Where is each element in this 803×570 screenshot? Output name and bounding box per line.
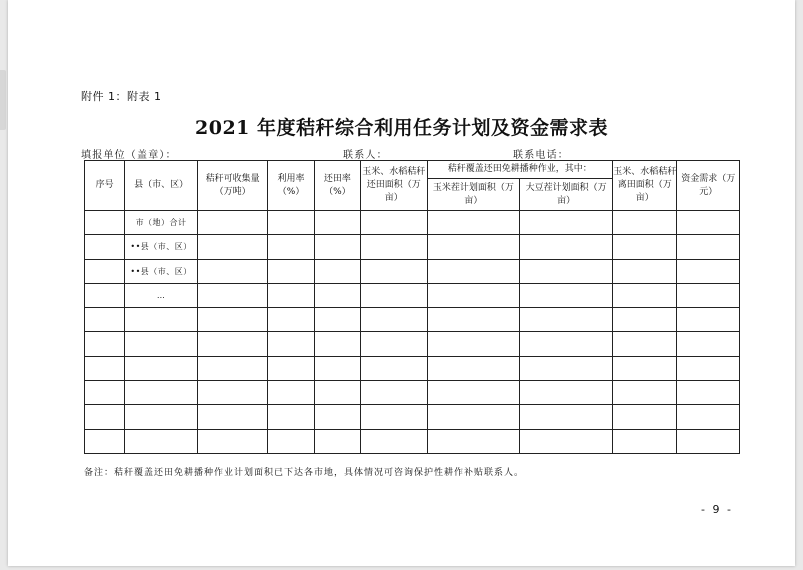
table-cell	[314, 308, 360, 332]
table-cell	[677, 283, 740, 307]
county-cell	[125, 356, 198, 380]
table-cell	[427, 235, 520, 259]
table-cell	[268, 259, 314, 283]
table-cell	[85, 235, 125, 259]
table-cell	[677, 429, 740, 453]
table-row	[85, 235, 740, 259]
footnote: 备注：秸秆覆盖还田免耕播种作业计划面积已下达各市地，具体情况可咨询保护性耕作补贴联系人。	[84, 468, 525, 478]
table-cell	[612, 235, 676, 259]
table-row	[85, 308, 740, 332]
table-cell	[314, 259, 360, 283]
sidebar-tab[interactable]	[0, 70, 6, 130]
table-cell	[612, 259, 676, 283]
table-cell	[361, 211, 428, 235]
table-row	[85, 332, 740, 356]
table-row	[85, 259, 740, 283]
table-cell	[268, 405, 314, 429]
table-cell	[427, 259, 520, 283]
table-cell	[197, 405, 268, 429]
county-cell	[125, 381, 198, 405]
table-cell	[314, 429, 360, 453]
table-row	[85, 356, 740, 380]
table-cell	[677, 235, 740, 259]
header-utilization: 利用率（%）	[268, 161, 314, 211]
table-cell	[197, 356, 268, 380]
table-row	[85, 381, 740, 405]
table-cell	[361, 405, 428, 429]
table-cell	[197, 211, 268, 235]
table-cell	[268, 429, 314, 453]
header-corn-rice-leave: 玉米、水稻秸秆离田面积（万亩）	[612, 161, 676, 211]
table-cell	[314, 332, 360, 356]
header-return-rate: 还田率（%）	[314, 161, 360, 211]
reporting-unit-label: 填报单位（盖章）：	[81, 150, 177, 161]
table-cell	[520, 259, 613, 283]
table-cell	[85, 356, 125, 380]
county-cell: 市（地）合计	[125, 211, 198, 235]
table-cell	[612, 211, 676, 235]
table-cell	[197, 283, 268, 307]
table-cell	[612, 332, 676, 356]
table-cell	[268, 332, 314, 356]
table-cell	[677, 332, 740, 356]
header-row	[85, 161, 740, 179]
plan-table	[84, 160, 740, 454]
header-corn-rice-return: 玉米、水稻秸秆还田面积（万亩）	[361, 161, 428, 211]
header-corn-stubble: 玉米茬计划面积（万亩）	[427, 179, 520, 211]
page-number: - 9 -	[701, 503, 733, 516]
phone-label: 联系电话：	[513, 150, 569, 161]
header-county: 县（市、区）	[125, 161, 198, 211]
table-cell	[314, 356, 360, 380]
table-cell	[361, 429, 428, 453]
table-cell	[197, 235, 268, 259]
table-cell	[85, 381, 125, 405]
table-cell	[197, 259, 268, 283]
table-cell	[612, 381, 676, 405]
header-collectable: 秸秆可收集量（万吨）	[197, 161, 268, 211]
table-body	[85, 211, 740, 454]
table-cell	[520, 211, 613, 235]
table-cell	[268, 356, 314, 380]
table-cell	[197, 332, 268, 356]
table-cell	[427, 332, 520, 356]
header-cover-group: 秸秆覆盖还田免耕播种作业，其中：	[427, 161, 612, 179]
table-cell	[85, 332, 125, 356]
table-cell	[520, 405, 613, 429]
table-row	[85, 405, 740, 429]
table-cell	[361, 332, 428, 356]
county-cell	[125, 405, 198, 429]
table-cell	[197, 308, 268, 332]
table-cell	[314, 405, 360, 429]
table-cell	[520, 235, 613, 259]
table-cell	[612, 429, 676, 453]
table-cell	[520, 308, 613, 332]
table-cell	[314, 381, 360, 405]
table-cell	[85, 405, 125, 429]
table-cell	[427, 356, 520, 380]
table-cell	[314, 235, 360, 259]
table-cell	[268, 283, 314, 307]
table-cell	[520, 381, 613, 405]
county-cell: …	[125, 283, 198, 307]
county-cell	[125, 308, 198, 332]
table-row	[85, 211, 740, 235]
table-cell	[361, 381, 428, 405]
table-cell	[85, 283, 125, 307]
table-cell	[85, 211, 125, 235]
table-cell	[612, 308, 676, 332]
attachment-label: 附件 1：附表 1	[81, 90, 162, 103]
table-cell	[85, 429, 125, 453]
table-cell	[677, 356, 740, 380]
table-cell	[268, 211, 314, 235]
table-cell	[520, 332, 613, 356]
table-row	[85, 429, 740, 453]
table-cell	[612, 405, 676, 429]
table-cell	[677, 308, 740, 332]
table-cell	[612, 283, 676, 307]
table-cell	[677, 259, 740, 283]
table-cell	[268, 235, 314, 259]
table-cell	[361, 308, 428, 332]
table-cell	[520, 429, 613, 453]
table-cell	[268, 381, 314, 405]
county-cell: ••县（市、区）	[125, 259, 198, 283]
table-cell	[268, 308, 314, 332]
county-cell	[125, 332, 198, 356]
header-funds: 资金需求（万元）	[677, 161, 740, 211]
header-soy-stubble: 大豆茬计划面积（万亩）	[520, 179, 613, 211]
table-cell	[520, 356, 613, 380]
county-cell: ••县（市、区）	[125, 235, 198, 259]
document-page	[8, 0, 795, 566]
table-cell	[427, 429, 520, 453]
table-cell	[677, 381, 740, 405]
table-cell	[361, 356, 428, 380]
table-cell	[427, 308, 520, 332]
table-cell	[677, 211, 740, 235]
table-cell	[612, 356, 676, 380]
table-cell	[85, 259, 125, 283]
table-cell	[314, 211, 360, 235]
table-cell	[85, 308, 125, 332]
contact-label: 联系人：	[343, 150, 388, 161]
table-cell	[427, 211, 520, 235]
table-cell	[427, 381, 520, 405]
table-cell	[197, 381, 268, 405]
table-cell	[361, 235, 428, 259]
table-cell	[197, 429, 268, 453]
table-cell	[361, 259, 428, 283]
table-cell	[677, 405, 740, 429]
table-cell	[427, 405, 520, 429]
table-cell	[361, 283, 428, 307]
table-cell	[427, 283, 520, 307]
page-title: 2021 年度秸秆综合利用任务计划及资金需求表	[195, 117, 608, 139]
table-cell	[520, 283, 613, 307]
header-seq: 序号	[85, 161, 125, 211]
table-row	[85, 283, 740, 307]
table-cell	[314, 283, 360, 307]
county-cell	[125, 429, 198, 453]
